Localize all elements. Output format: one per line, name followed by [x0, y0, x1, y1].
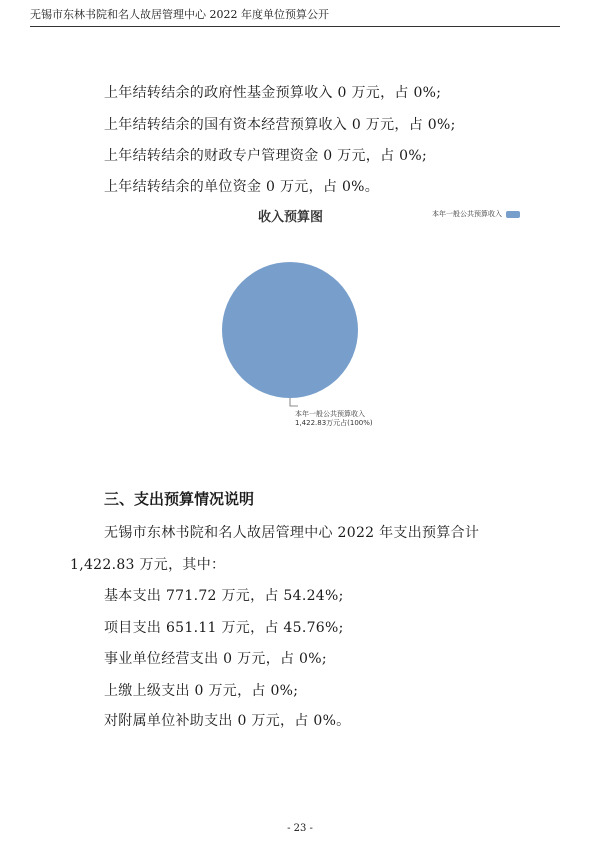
legend-swatch	[506, 211, 520, 218]
pie-slice	[222, 262, 358, 398]
expense-item: 上缴上级支出 0 万元，占 0%;	[104, 683, 299, 699]
income-line: 上年结转结余的政府性基金预算收入 0 万元，占 0%;	[104, 85, 442, 101]
pie-leader-line	[290, 398, 298, 406]
legend-label: 本年一般公共预算收入	[432, 210, 502, 218]
page-header: 无锡市东林书院和名人故居管理中心 2022 年度单位预算公开	[30, 8, 560, 27]
section-title: 三、支出预算情况说明	[104, 490, 255, 508]
pie-slice-label-value: 1,422.83万元占(100%)	[295, 419, 373, 427]
income-line: 上年结转结余的单位资金 0 万元，占 0%。	[104, 179, 380, 195]
income-pie-chart	[200, 240, 380, 430]
income-line: 上年结转结余的财政专户管理资金 0 万元，占 0%;	[104, 148, 427, 164]
pie-slice-label	[295, 410, 373, 428]
expense-item: 基本支出 771.72 万元，占 54.24%;	[104, 588, 344, 604]
expense-item: 项目支出 651.11 万元，占 45.76%;	[104, 620, 344, 636]
pie-slice-label-name: 本年一般公共预算收入	[295, 410, 365, 418]
expense-item: 事业单位经营支出 0 万元，占 0%;	[104, 651, 327, 667]
chart-legend	[432, 209, 520, 219]
income-line: 上年结转结余的国有资本经营预算收入 0 万元，占 0%;	[104, 117, 456, 133]
expense-intro-line: 1,422.83 万元，其中：	[70, 557, 226, 573]
expense-intro-line: 无锡市东林书院和名人故居管理中心 2022 年支出预算合计	[104, 525, 480, 541]
expense-item: 对附属单位补助支出 0 万元，占 0%。	[104, 713, 351, 729]
page-number: - 23 -	[287, 823, 313, 834]
chart-title: 收入预算图	[258, 210, 324, 225]
